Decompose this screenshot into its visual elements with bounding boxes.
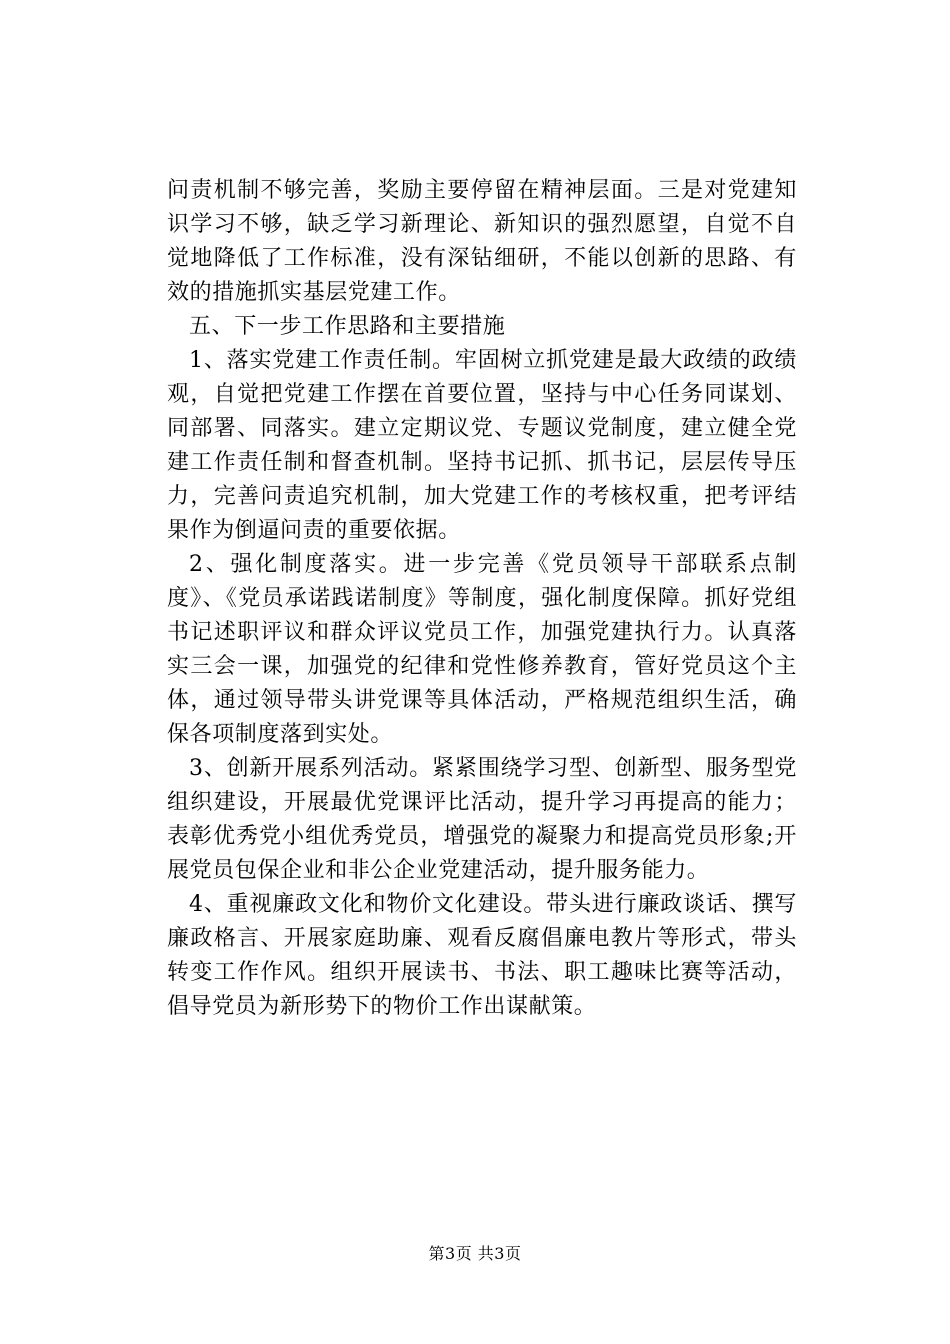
paragraph-item-2: 2、强化制度落实。进一步完善《党员领导干部联系点制度》、《党员承诺践诺制度》等制度，强化制度保障。抓好党组书记述职评议和群众评议党员工作，加强党建执行力。认真落实三会一课，加强党的纪律和党性修养教育，管好党员这个主体，通过领导带头讲党课等具体活动，严格规范组织生活，确保各项制度落到实处。 [167,552,797,747]
paragraph-item-1: 1、落实党建工作责任制。牢固树立抓党建是最大政绩的政绩观，自觉把党建工作摆在首要位置，坚持与中心任务同谋划、同部署、同落实。建立定期议党、专题议党制度，建立健全党建工作责任制和督查机制。坚持书记抓、抓书记，层层传导压力，完善问责追究机制，加大党建工作的考核权重，把考评结果作为倒逼问责的重要依据。 [167,348,797,543]
paragraph-continuation: 问责机制不够完善，奖励主要停留在精神层面。三是对党建知识学习不够，缺乏学习新理论、新知识的强烈愿望，自觉不自觉地降低了工作标准，没有深钻细研，不能以创新的思路、有效的措施抓实基层党建工作。 [167,178,797,305]
paragraph-item-3: 3、创新开展系列活动。紧紧围绕学习型、创新型、服务型党组织建设，开展最优党课评比活动，提升学习再提高的能力；表彰优秀党小组优秀党员，增强党的凝聚力和提高党员形象;开展党员包保企业和非公企业党建活动，提升服务能力。 [167,756,797,883]
document-body [167,174,797,1024]
page-footer [0,1244,950,1264]
section-heading: 五、下一步工作思路和主要措施 [189,314,506,339]
page-number: 第3页 共3页 [428,1244,522,1263]
paragraph-item-4: 4、重视廉政文化和物价文化建设。带头进行廉政谈话、撰写廉政格言、开展家庭助廉、观看反腐倡廉电教片等形式，带头转变工作作风。组织开展读书、书法、职工趣味比赛等活动，倡导党员为新形势下的物价工作出谋献策。 [167,892,797,1019]
